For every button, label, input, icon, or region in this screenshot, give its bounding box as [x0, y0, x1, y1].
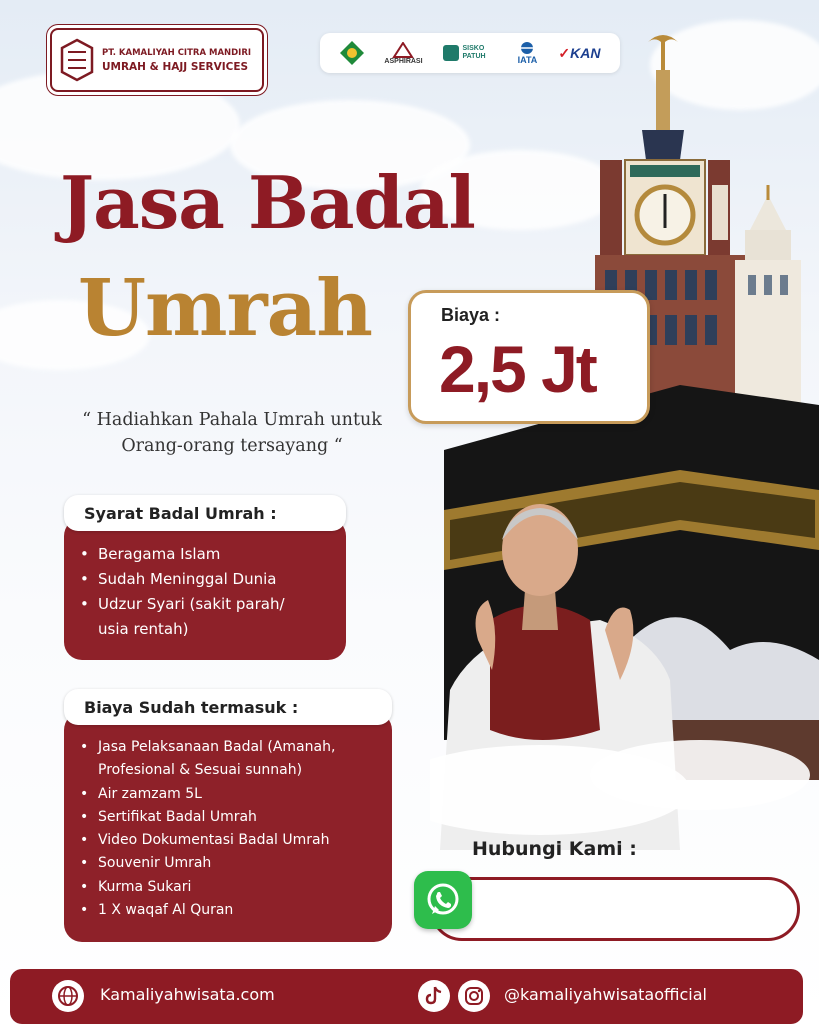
tiktok-icon[interactable] [418, 980, 450, 1012]
requirements-panel [64, 518, 346, 660]
company-logo-icon [60, 38, 94, 82]
social-handle[interactable]: @kamaliyahwisataofficial [504, 985, 707, 1004]
list-item: • Video Dokumentasi Badal Umrah [80, 829, 388, 852]
list-item: • Air zamzam 5L [80, 783, 388, 806]
contact-number-box[interactable] [430, 877, 800, 941]
kan-logo-icon: ✓ KAN [558, 44, 601, 61]
company-name [102, 48, 251, 73]
quote [52, 407, 412, 459]
contact-heading: Hubungi Kami : [472, 838, 637, 860]
list-item: • Beragama Islam [80, 542, 342, 567]
requirements-list [80, 542, 342, 642]
price-card [408, 290, 650, 424]
list-item: • 1 X waqaf Al Quran [80, 899, 388, 922]
included-panel [64, 712, 392, 942]
list-item: Profesional & Sesuai sunnah) [98, 762, 303, 779]
list-item: • Sudah Meninggal Dunia [80, 567, 342, 592]
requirements-heading: Syarat Badal Umrah : [64, 495, 346, 531]
asphirasi-label: ASPHIRASI [384, 57, 423, 65]
list-item: • Jasa Pelaksanaan Badal (Amanah, [80, 736, 388, 759]
included-heading: Biaya Sudah termasuk : [64, 689, 392, 725]
page-title: Jasa Badal [60, 160, 475, 245]
asphirasi-logo-icon [384, 42, 422, 65]
accreditation-logos [320, 33, 620, 73]
kemenag-logo-icon [339, 40, 365, 66]
company-name-line1: PT. KAMALIYAH CITRA MANDIRI [102, 47, 252, 58]
list-item: • Udzur Syari (sakit parah/ [80, 592, 342, 617]
website-link[interactable]: Kamaliyahwisata.com [100, 985, 275, 1004]
iata-label: IATA [517, 55, 538, 65]
mecca-illustration [430, 30, 819, 850]
whatsapp-icon[interactable] [414, 871, 472, 929]
list-item: • Sertifikat Badal Umrah [80, 806, 388, 829]
price-value: 2,5 Jt [439, 332, 596, 406]
list-item: • Kurma Sukari [80, 876, 388, 899]
instagram-icon[interactable] [458, 980, 490, 1012]
iata-logo-icon [515, 41, 539, 65]
included-list [80, 736, 388, 922]
globe-icon[interactable] [52, 980, 84, 1012]
siskopatuh-label: SISKO PATUH [462, 45, 486, 60]
list-item: usia rentah) [98, 620, 189, 638]
siskopatuh-logo-icon [442, 44, 497, 62]
company-tagline: UMRAH & HAJJ SERVICES [102, 60, 249, 73]
footer-bar [10, 969, 803, 1024]
kan-label: KAN [570, 45, 601, 61]
quote-line1: “ Hadiahkan Pahala Umrah untuk [82, 410, 382, 430]
list-item: • Souvenir Umrah [80, 852, 388, 875]
quote-line2: Orang-orang tersayang “ [121, 436, 343, 456]
price-label: Biaya : [441, 305, 501, 325]
company-badge [50, 28, 264, 92]
page-subtitle: Umrah [78, 263, 372, 354]
